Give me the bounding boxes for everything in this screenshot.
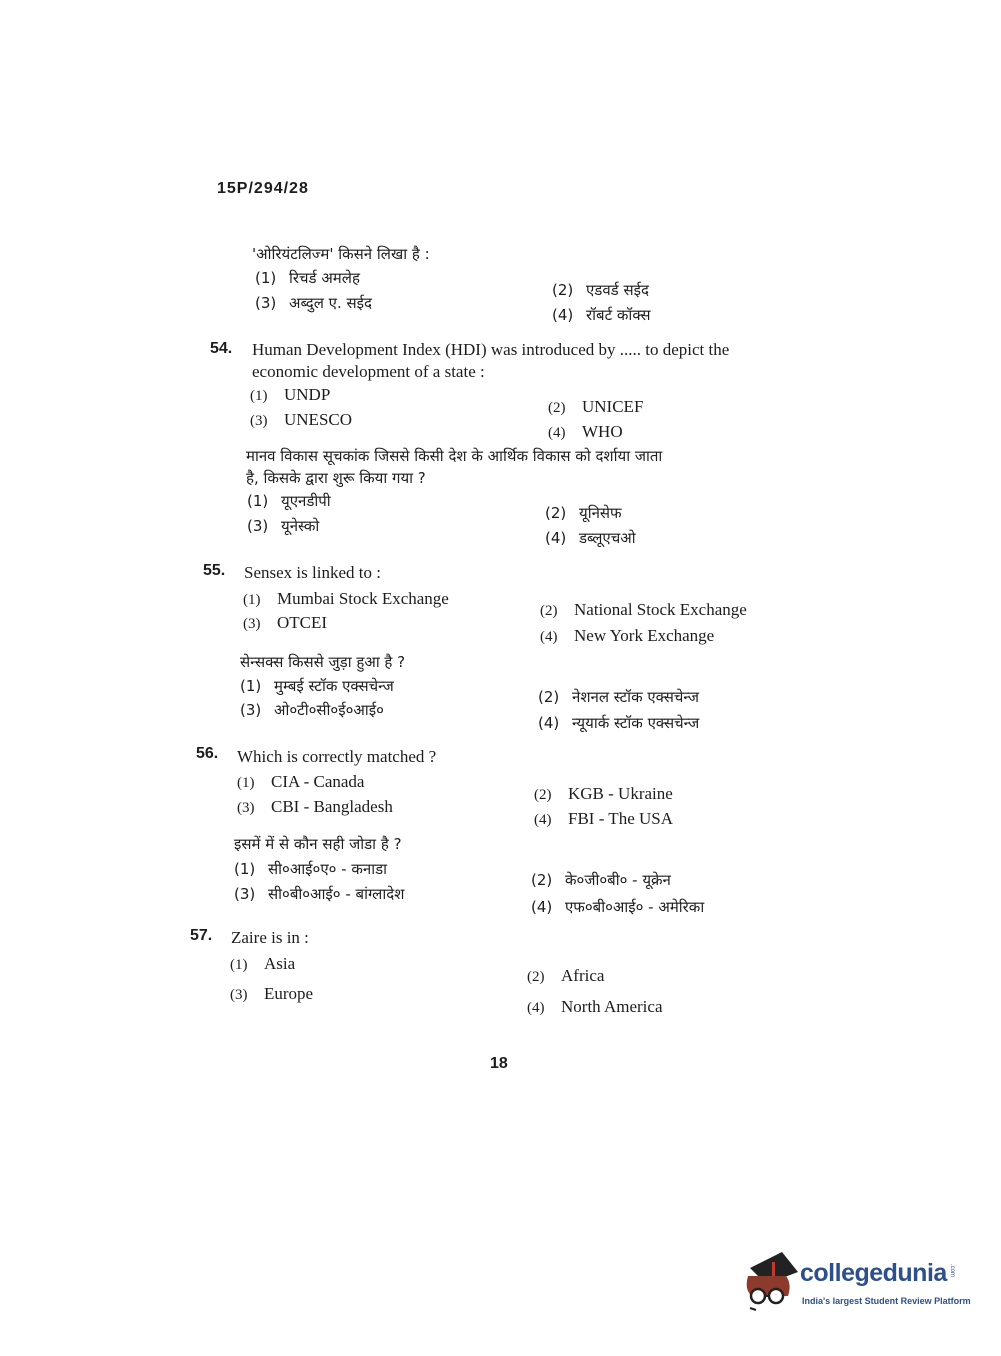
option-number: (3) <box>255 294 277 312</box>
option-2-hindi <box>545 503 622 523</box>
option-number: (3) <box>240 701 262 719</box>
option-number: (1) <box>240 677 262 695</box>
option-1 <box>243 589 449 610</box>
option-text: रॉबर्ट कॉक्स <box>586 306 651 324</box>
option-text: के०जी०बी० - यूक्रेन <box>565 871 671 889</box>
option-text: Europe <box>264 984 314 1003</box>
question-text-hindi: 'ओरियंटलिज्म' किसने लिखा है : <box>252 245 430 263</box>
option-number: (3) <box>230 987 248 1003</box>
option-4 <box>552 305 651 325</box>
option-4 <box>540 626 714 647</box>
option-text: सी०आई०ए० - कनाडा <box>268 860 388 878</box>
option-2-hindi <box>538 687 699 707</box>
option-3-hindi <box>240 700 384 720</box>
option-text: यूनेस्को <box>281 517 320 535</box>
option-1 <box>230 954 295 975</box>
option-text: Mumbai Stock Exchange <box>277 589 449 608</box>
option-number: (1) <box>237 775 255 791</box>
option-text: ओ०टी०सी०ई०आई० <box>274 701 384 719</box>
question-text-hindi: इसमें में से कौन सही जोडा है ? <box>234 835 402 853</box>
option-4 <box>548 422 623 443</box>
question-text-hindi-line2: है, किसके द्वारा शुरू किया गया ? <box>246 469 426 487</box>
option-number: (4) <box>527 1000 545 1016</box>
option-text: मुम्बई स्टॉक एक्सचेन्ज <box>274 677 394 695</box>
question-text: Zaire is in : <box>231 928 309 947</box>
question-number: 55. <box>203 562 226 579</box>
option-3 <box>255 293 372 313</box>
option-3-hindi <box>247 516 319 536</box>
option-number: (1) <box>234 860 256 878</box>
question-number: 54. <box>210 340 233 357</box>
option-text: एडवर्ड सईद <box>586 281 649 299</box>
option-number: (2) <box>540 603 558 619</box>
question-text: Sensex is linked to : <box>244 563 381 582</box>
question-number: 56. <box>196 745 219 762</box>
option-number: (1) <box>243 592 261 608</box>
option-number: (2) <box>548 400 566 416</box>
option-text: डब्लूएचओ <box>579 529 636 547</box>
option-text: नेशनल स्टॉक एक्सचेन्ज <box>572 688 700 706</box>
option-1 <box>250 385 330 406</box>
option-text: CBI - Bangladesh <box>271 797 393 816</box>
question-text-hindi-line1: मानव विकास सूचकांक जिससे किसी देश के आर्थिक विकास को दर्शाया जाता <box>246 447 663 465</box>
option-number: (4) <box>548 425 566 441</box>
option-2-hindi <box>531 870 671 890</box>
option-number: (1) <box>230 957 248 973</box>
option-text: UNESCO <box>284 410 353 429</box>
option-text: FBI - The USA <box>568 809 673 828</box>
option-text: CIA - Canada <box>271 772 365 791</box>
option-3 <box>230 984 313 1005</box>
option-text: न्यूयार्क स्टॉक एक्सचेन्ज <box>572 714 700 732</box>
option-number: (3) <box>247 517 269 535</box>
brand-tagline: India's largest Student Review Platform <box>802 1296 971 1306</box>
option-text: Asia <box>264 954 296 973</box>
option-number: (4) <box>531 898 553 916</box>
option-number: (4) <box>540 629 558 645</box>
question-text: Which is correctly matched ? <box>237 747 437 766</box>
option-text: UNICEF <box>582 397 644 416</box>
option-4-hindi <box>538 713 699 733</box>
option-number: (2) <box>534 787 552 803</box>
mascot-icon <box>742 1250 800 1314</box>
option-3 <box>237 797 393 818</box>
question-number: 57. <box>190 927 213 944</box>
option-number: (2) <box>531 871 553 889</box>
option-text: WHO <box>582 422 623 441</box>
option-text: National Stock Exchange <box>574 600 747 619</box>
option-1 <box>237 772 364 793</box>
option-text: New York Exchange <box>574 626 715 645</box>
brand-suffix: .com <box>949 1264 955 1278</box>
option-number: (2) <box>552 281 574 299</box>
option-number: (1) <box>255 269 277 287</box>
option-number: (3) <box>250 413 268 429</box>
option-3-hindi <box>234 884 404 904</box>
option-text: Africa <box>561 966 605 985</box>
option-text: सी०बी०आई० - बांग्लादेश <box>268 885 405 903</box>
option-text: North America <box>561 997 663 1016</box>
collegedunia-logo <box>742 1250 982 1320</box>
option-text: OTCEI <box>277 613 328 632</box>
option-text: रिचर्ड अमलेह <box>289 269 360 287</box>
option-number: (2) <box>527 969 545 985</box>
option-number: (3) <box>237 800 255 816</box>
option-1 <box>255 268 360 288</box>
option-2 <box>534 784 673 805</box>
option-text: अब्दुल ए. सईद <box>289 294 372 312</box>
option-4 <box>527 997 663 1018</box>
option-number: (1) <box>250 388 268 404</box>
option-number: (4) <box>534 812 552 828</box>
question-text-line2: economic development of a state : <box>252 362 485 381</box>
option-number: (2) <box>538 688 560 706</box>
option-number: (2) <box>545 504 567 522</box>
paper-code: 15P/294/28 <box>217 180 309 197</box>
option-3 <box>243 613 327 634</box>
option-text: UNDP <box>284 385 331 404</box>
option-4 <box>534 809 673 830</box>
option-number: (4) <box>545 529 567 547</box>
option-text: यूएनडीपी <box>281 492 331 510</box>
option-2 <box>527 966 604 987</box>
brand-name: collegedunia <box>800 1259 947 1287</box>
option-number: (4) <box>538 714 560 732</box>
question-text-line1: Human Development Index (HDI) was introduced by ..... to depict the <box>252 340 730 359</box>
option-2 <box>540 600 747 621</box>
option-number: (1) <box>247 492 269 510</box>
page-number: 18 <box>490 1055 508 1072</box>
option-number: (3) <box>243 616 261 632</box>
option-text: KGB - Ukraine <box>568 784 673 803</box>
option-4-hindi <box>545 528 636 548</box>
option-1-hindi <box>234 859 387 879</box>
option-1-hindi <box>247 491 331 511</box>
option-1-hindi <box>240 676 394 696</box>
option-2 <box>548 397 643 418</box>
option-text: यूनिसेफ <box>579 504 622 522</box>
option-3 <box>250 410 352 431</box>
option-2 <box>552 280 649 300</box>
option-number: (3) <box>234 885 256 903</box>
option-text: एफ०बी०आई० - अमेरिका <box>565 898 705 916</box>
question-text-hindi: सेन्सक्स किससे जुड़ा हुआ है ? <box>240 653 406 671</box>
option-number: (4) <box>552 306 574 324</box>
option-4-hindi <box>531 897 704 917</box>
